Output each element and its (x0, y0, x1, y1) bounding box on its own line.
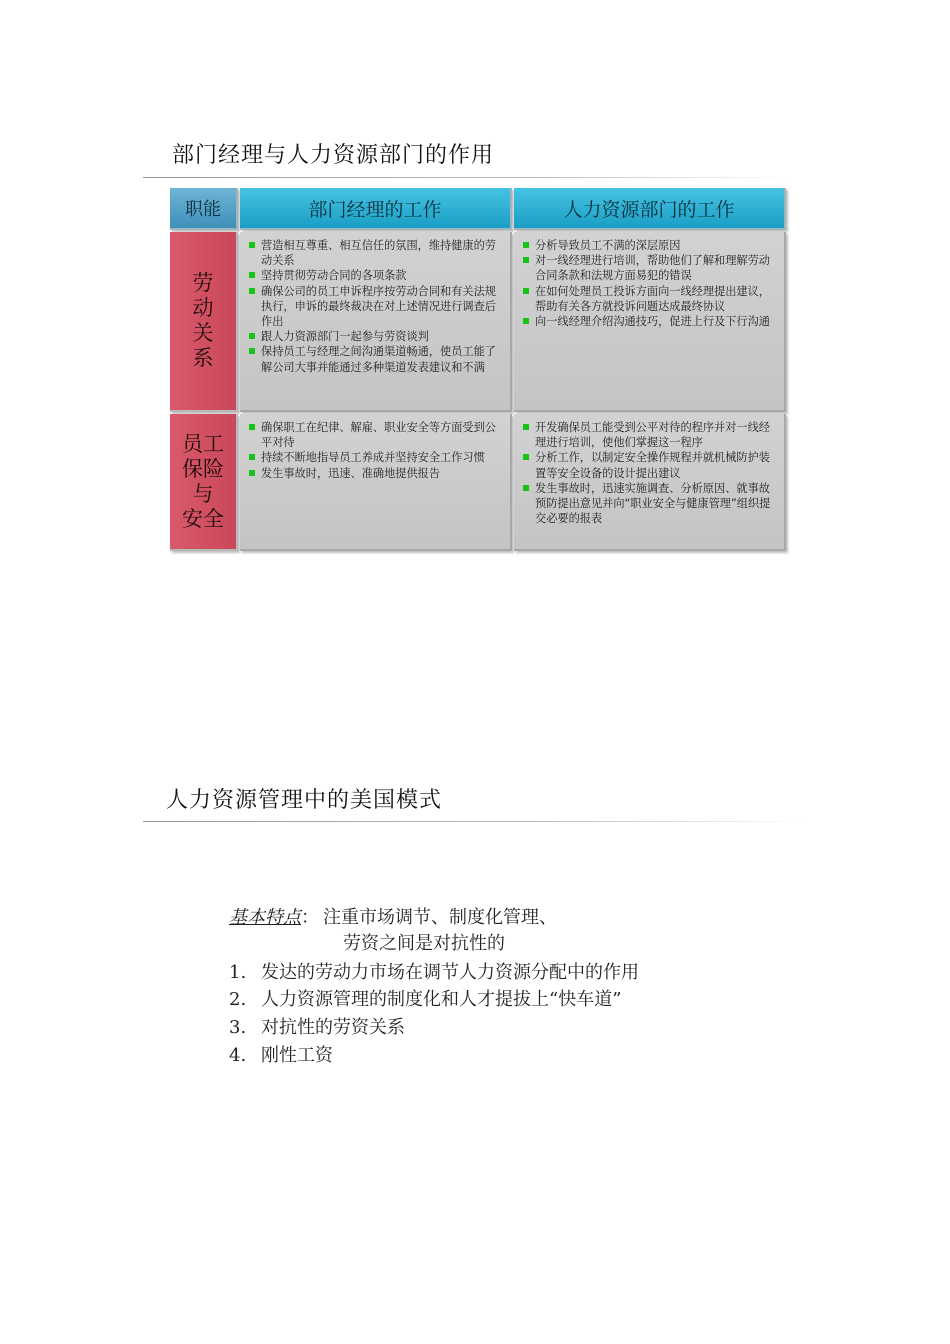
list-item: 发生事故时，迅速、准确地提供报告 (248, 466, 502, 481)
section-title-roles: 部门经理与人力资源部门的作用 (172, 143, 495, 168)
row-head-safety (170, 414, 238, 551)
item-number: 4. (229, 1045, 247, 1066)
list-item: 发生事故时，迅速实施调查、分析原因、就事故预防提出意见并向“职业安全与健康管理”组织提交必要的报表 (522, 481, 776, 527)
list-item: 在如何处理员工投诉方面向一线经理提出建议，帮助有关各方就投诉问题达成最终协议 (522, 284, 776, 314)
item-number: 2. (229, 989, 247, 1010)
section-title-us-model: 人力资源管理中的美国模式 (166, 788, 443, 813)
list-item: 开发确保员工能受到公平对待的程序并对一线经理进行培训，使他们掌握这一程序 (522, 420, 776, 450)
row-head-safety-label: 员工 保险 与 安全 (182, 431, 224, 531)
cell-safety-manager (240, 414, 512, 551)
list-item: 对一线经理进行培训，帮助他们了解和理解劳动合同条款和法规方面易犯的错误 (522, 253, 776, 283)
list-item: 跟人力资源部门一起参与劳资谈判 (248, 329, 502, 344)
item-text: 发达的劳动力市场在调节人力资源分配中的作用 (261, 962, 639, 983)
item-number: 1. (229, 962, 247, 983)
cell-safety-hr (514, 414, 786, 551)
list-item: 确保职工在纪律、解雇、职业安全等方面受到公平对待 (248, 420, 502, 450)
features-line-2 (229, 929, 829, 955)
list-item: 确保公司的员工申诉程序按劳动合同和有关法规执行，申诉的最终裁决在对上述情况进行调查后作出 (248, 284, 502, 330)
cell-labor-hr (514, 232, 786, 412)
list-item: 营造相互尊重、相互信任的氛围，维持健康的劳动关系 (248, 238, 502, 268)
title-rule (143, 177, 793, 178)
list-item: 向一线经理介绍沟通技巧，促进上行及下行沟通 (522, 314, 776, 329)
header-hr: 人力资源部门的工作 (514, 188, 786, 230)
features-colon: ： (301, 907, 319, 928)
item-text: 刚性工资 (261, 1045, 333, 1066)
list-item (229, 1041, 333, 1067)
title-rule (143, 821, 808, 822)
basic-features (229, 903, 829, 955)
list-item: 分析导致员工不满的深层原因 (522, 238, 776, 253)
row-head-labor-relations (170, 232, 238, 412)
item-text: 人力资源管理的制度化和人才提拔上“快车道” (261, 989, 622, 1010)
list-item: 分析工作，以制定安全操作规程并就机械防护装置等安全设备的设计提出建议 (522, 450, 776, 480)
list-item: 保持员工与经理之间沟通渠道畅通，使员工能了解公司大事并能通过多种渠道发表建议和不满 (248, 344, 502, 374)
features-text-2: 劳资之间是对抗性的 (343, 933, 505, 954)
cell-labor-manager (240, 232, 512, 412)
header-manager: 部门经理的工作 (240, 188, 512, 230)
list-item: 持续不断地指导员工养成并坚持安全工作习惯 (248, 450, 502, 465)
features-label: 基本特点 (229, 907, 301, 928)
list-item: 坚持贯彻劳动合同的各项条款 (248, 268, 502, 283)
list-item (229, 1013, 405, 1039)
list-item (229, 958, 639, 984)
features-text-1: 注重市场调节、制度化管理、 (323, 907, 557, 928)
features-line-1 (229, 903, 829, 929)
header-role: 职能 (170, 188, 238, 230)
item-number: 3. (229, 1017, 247, 1038)
list-item (229, 985, 621, 1011)
item-text: 对抗性的劳资关系 (261, 1017, 405, 1038)
row-head-labor-relations-label: 劳 动 关 系 (192, 271, 214, 370)
